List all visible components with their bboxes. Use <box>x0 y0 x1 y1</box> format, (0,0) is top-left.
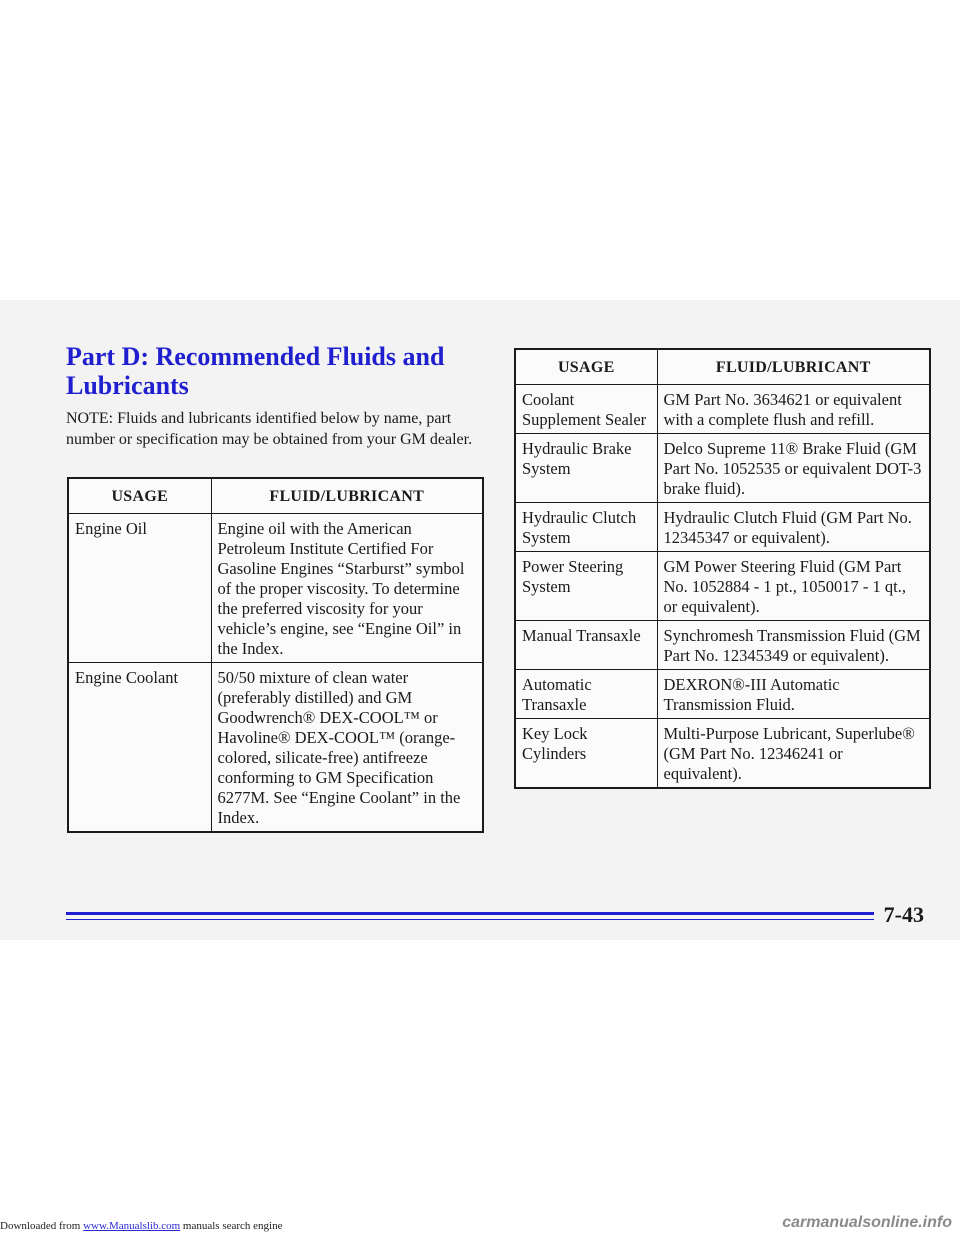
table-row <box>68 514 483 663</box>
table-row <box>515 670 930 719</box>
usage-column-header: USAGE <box>68 478 211 514</box>
table-row <box>515 434 930 503</box>
usage-cell: Key Lock Cylinders <box>515 719 657 789</box>
download-credit <box>0 1220 282 1232</box>
usage-cell: Manual Transaxle <box>515 621 657 670</box>
fluid-column-header: FLUID/LUBRICANT <box>657 349 930 385</box>
fluid-cell: GM Power Steering Fluid (GM Part No. 1052884 - 1 pt., 1050017 - 1 qt., or equivalent). <box>657 552 930 621</box>
table-row <box>515 552 930 621</box>
fluid-cell: Multi-Purpose Lubricant, Superlube® (GM Part No. 12346241 or equivalent). <box>657 719 930 789</box>
page-number: 7-43 <box>883 902 924 927</box>
page-title: Part D: Recommended Fluids and Lubricants <box>66 342 445 400</box>
download-credit-suffix: manuals search engine <box>180 1220 283 1232</box>
usage-cell: Coolant Supplement Sealer <box>515 385 657 434</box>
manualslib-link[interactable]: www.Manualslib.com <box>83 1220 181 1232</box>
fluids-table-right <box>514 348 931 789</box>
table-row <box>515 503 930 552</box>
intro-note: NOTE: Fluids and lubricants identified below by name, part number or specification may be obtained from your GM dealer. <box>66 410 473 448</box>
fluid-cell: 50/50 mixture of clean water (preferably distilled) and GM Goodwrench® DEX-COOL™ or Havoline® DEX-COOL™ (orange-colored, silicate-free) antifreeze conforming to GM Specification 6277M. See “Engine Coolant” in the Index. <box>211 663 483 833</box>
usage-cell: Engine Coolant <box>68 663 211 833</box>
usage-column-header: USAGE <box>515 349 657 385</box>
table-row <box>515 385 930 434</box>
footer-rule <box>66 912 874 915</box>
fluid-cell: Hydraulic Clutch Fluid (GM Part No. 12345347 or equivalent). <box>657 503 930 552</box>
fluid-cell: GM Part No. 3634621 or equivalent with a complete flush and refill. <box>657 385 930 434</box>
fluids-table-left <box>67 477 484 833</box>
usage-cell: Power Steering System <box>515 552 657 621</box>
table-row <box>515 621 930 670</box>
download-credit-prefix: Downloaded from <box>0 1220 84 1232</box>
fluid-cell: Engine oil with the American Petroleum Institute Certified For Gasoline Engines “Starburst” symbol of the proper viscosity. To determine the preferred viscosity for your vehicle’s engine, see “Engine Oil” in the Index. <box>211 514 483 663</box>
footer-rule-thin <box>66 919 874 920</box>
table-row <box>68 663 483 833</box>
table-header-row <box>515 349 930 385</box>
fluid-cell: Synchromesh Transmission Fluid (GM Part No. 12345349 or equivalent). <box>657 621 930 670</box>
usage-cell: Automatic Transaxle <box>515 670 657 719</box>
fluid-cell: DEXRON®-III Automatic Transmission Fluid. <box>657 670 930 719</box>
usage-cell: Hydraulic Brake System <box>515 434 657 503</box>
usage-cell: Hydraulic Clutch System <box>515 503 657 552</box>
table-header-row <box>68 478 483 514</box>
usage-cell: Engine Oil <box>68 514 211 663</box>
fluid-cell: Delco Supreme 11® Brake Fluid (GM Part No. 1052535 or equivalent DOT-3 brake fluid). <box>657 434 930 503</box>
watermark-logo: carmanualsonline.info <box>782 1214 952 1231</box>
fluid-column-header: FLUID/LUBRICANT <box>211 478 483 514</box>
table-row <box>515 719 930 789</box>
